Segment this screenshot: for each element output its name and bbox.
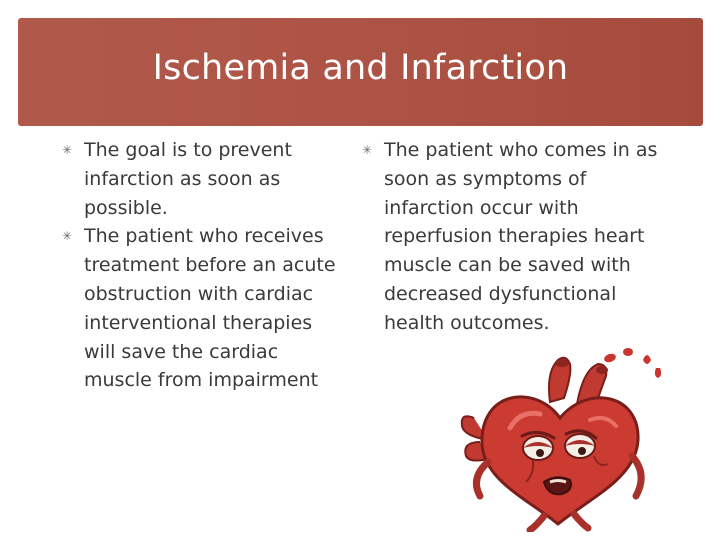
bullet-star-icon: ✳ <box>62 229 73 244</box>
bullet-item <box>358 136 668 338</box>
left-bullet-list <box>58 136 348 395</box>
bullet-text: The patient who receives treatment before an acute obstruction with cardiac interventional therapies will save the cardiac muscle from impairment <box>84 225 336 392</box>
sad-heart-cartoon-icon <box>440 332 680 532</box>
bullet-text: The goal is to prevent infarction as soon as possible. <box>84 139 292 219</box>
bullet-star-icon: ✳ <box>62 143 73 157</box>
bullet-star-icon: ✳ <box>362 143 373 157</box>
bullet-text: The patient who comes in as soon as symptoms of infarction occur with reperfusion therapies heart muscle can be saved with decreased dysfunctional health outcomes. <box>384 139 658 334</box>
bullet-item <box>58 136 348 222</box>
slide-title: Ischemia and Infarction <box>152 48 569 88</box>
right-bullet-list <box>358 136 668 338</box>
bullet-item <box>58 222 348 395</box>
